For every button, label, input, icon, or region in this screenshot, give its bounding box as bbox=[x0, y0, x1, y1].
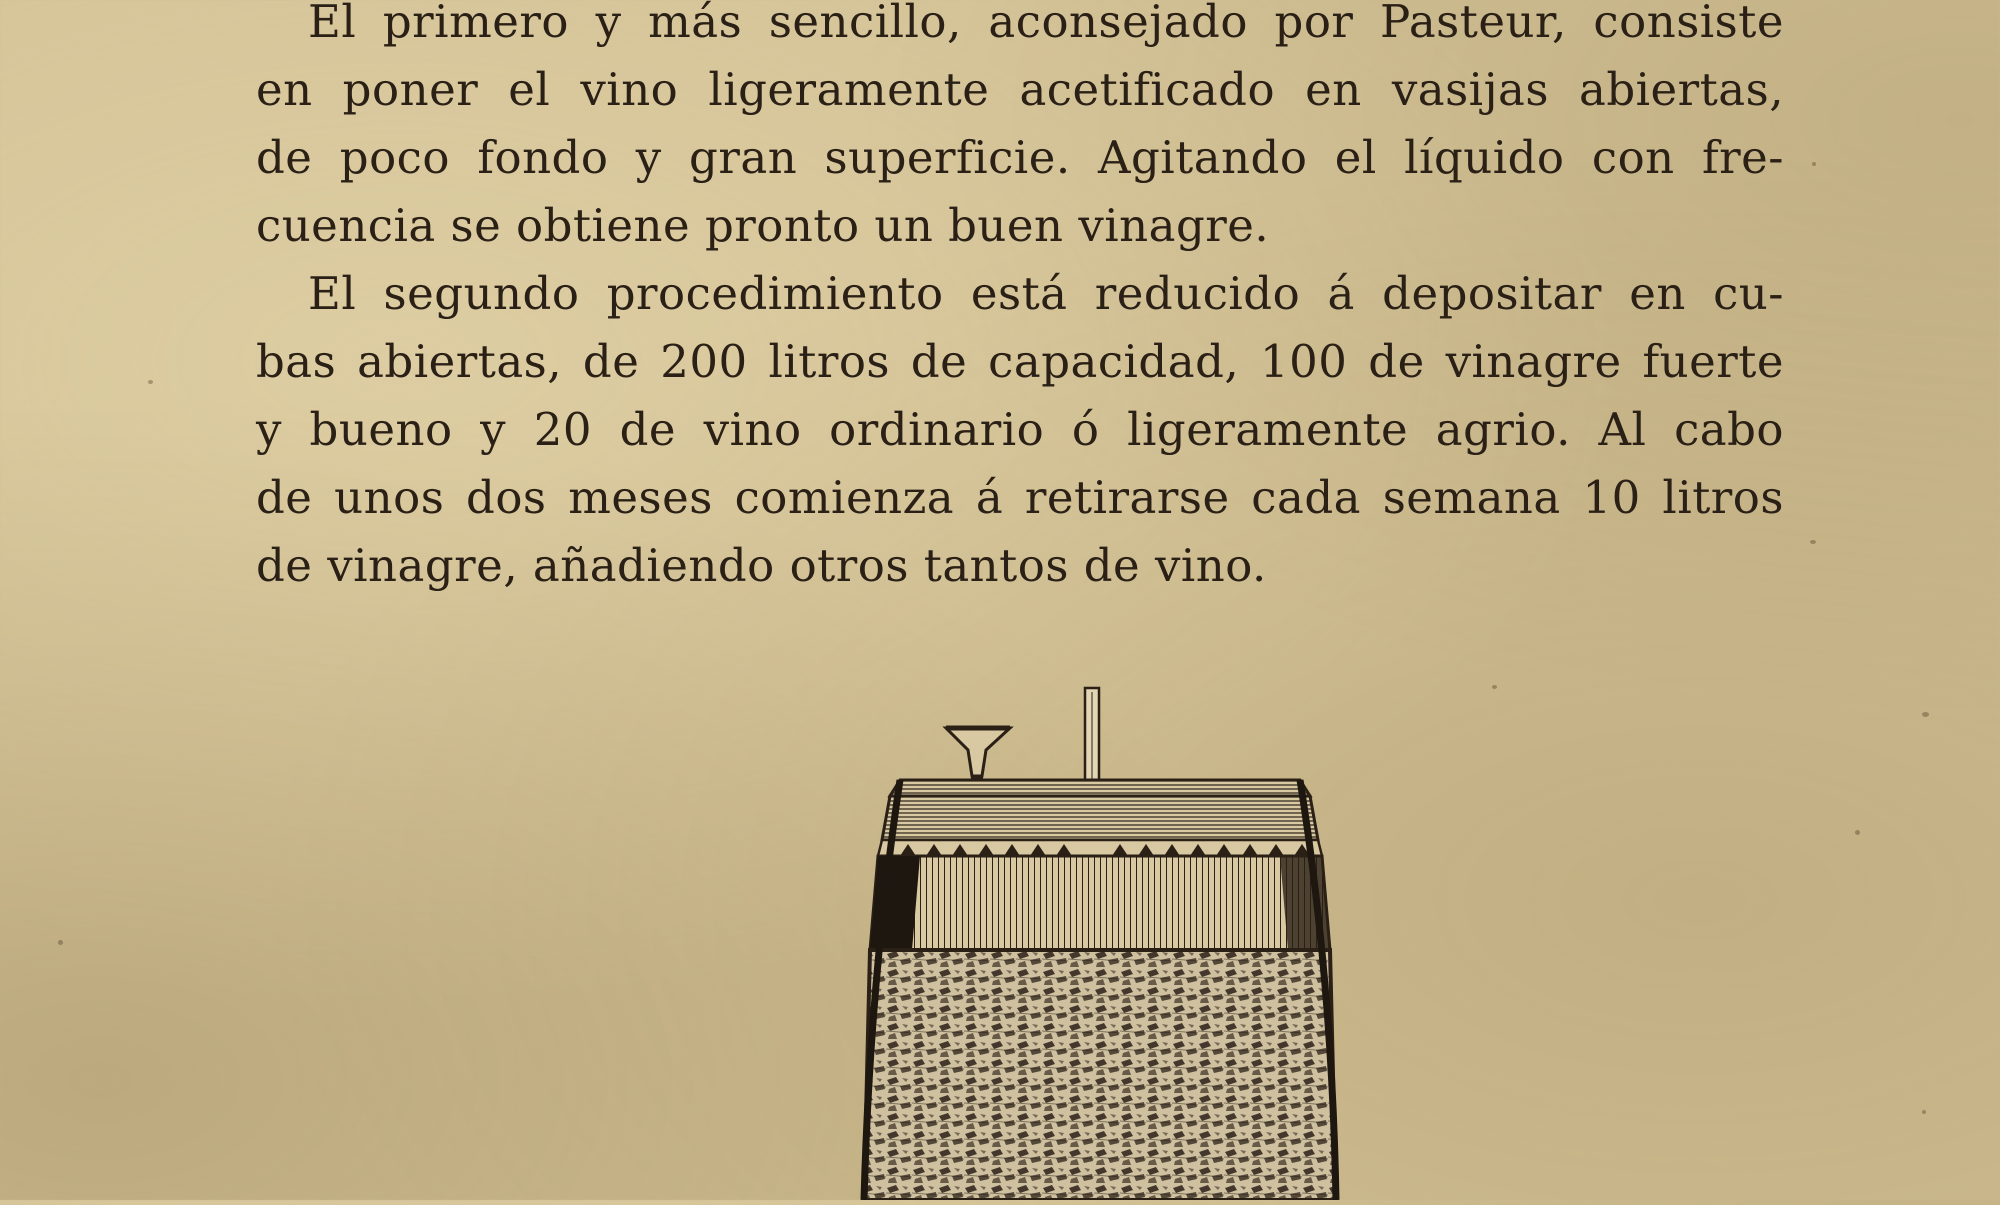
paragraph-line: de poco fondo y gran superficie. Agitando el líquido con fre- bbox=[256, 131, 1784, 184]
paper-speck bbox=[1855, 830, 1860, 835]
paper-speck bbox=[58, 940, 63, 945]
paragraph-line: de unos dos meses comienza á retirarse cada semana 10 litros bbox=[256, 471, 1784, 524]
paper-speck bbox=[1922, 1110, 1926, 1114]
barrel-illustration-icon bbox=[860, 680, 1340, 1200]
paper-speck bbox=[148, 380, 153, 384]
paper-speck bbox=[1812, 162, 1816, 166]
paragraph-line: de vinagre, añadiendo otros tantos de vino. bbox=[256, 539, 1267, 592]
paper-speck bbox=[1492, 685, 1497, 689]
paper-speck bbox=[1922, 712, 1929, 717]
body-text bbox=[256, 0, 1784, 600]
paragraph-line: bas abiertas, de 200 litros de capacidad, 100 de vinagre fuerte bbox=[256, 335, 1784, 388]
paragraph-2 bbox=[256, 260, 1784, 600]
paper-speck bbox=[1810, 540, 1816, 544]
paragraph-line: y bueno y 20 de vino ordinario ó ligeramente agrio. Al cabo bbox=[256, 403, 1784, 456]
paragraph-line: cuencia se obtiene pronto un buen vinagre. bbox=[256, 199, 1270, 252]
paragraph-line: en poner el vino ligeramente acetificado en vasijas abiertas, bbox=[256, 63, 1784, 116]
paragraph-line: El segundo procedimiento está reducido á depositar en cu- bbox=[308, 267, 1784, 320]
paragraph-1 bbox=[256, 0, 1784, 260]
paragraph-line: El primero y más sencillo, aconsejado por Pasteur, consiste bbox=[308, 0, 1784, 48]
